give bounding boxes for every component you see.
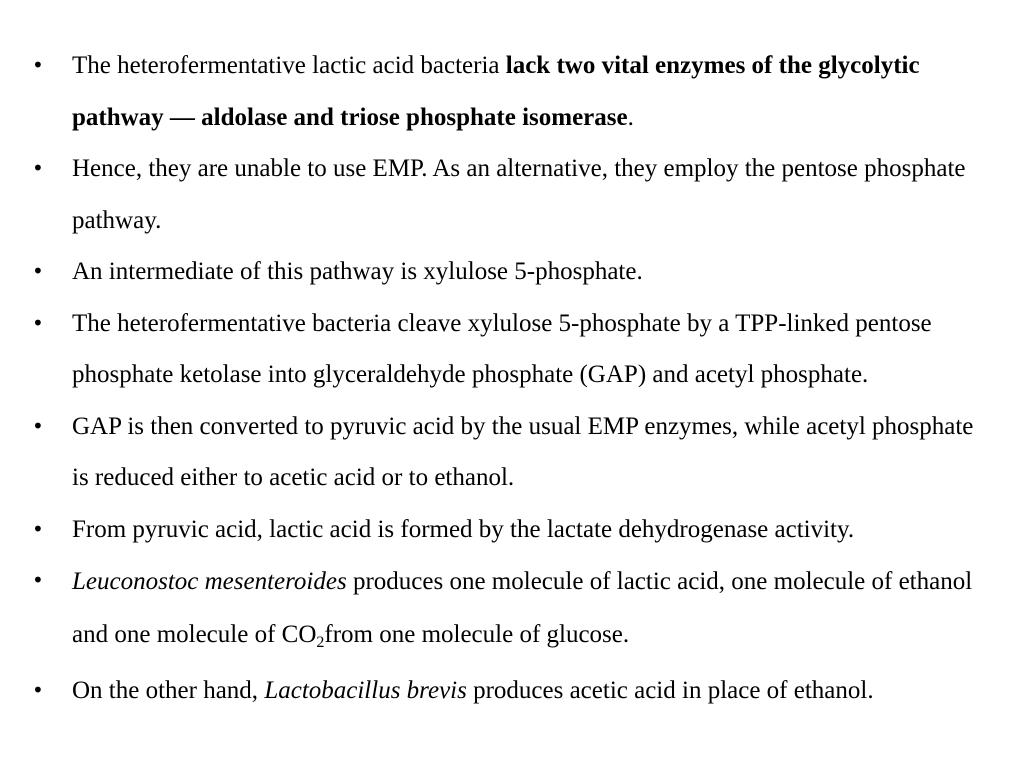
bullet-item: [0, 40, 1024, 143]
bullet-item: [0, 298, 1024, 401]
bullet-item: [0, 555, 1024, 661]
bullet-list: [0, 40, 1024, 717]
bullet-icon: •: [32, 156, 44, 180]
bullet-text-bold: lack two vital enzymes of the glycolytic pathway — aldolase and triose phosphate isomerase: [72, 52, 920, 131]
bullet-icon: •: [32, 568, 44, 592]
bullet-text: Hence, they are unable to use EMP. As an alternative, they employ the pentose phosphate pathway.: [72, 155, 966, 234]
bullet-text: The heterofermentative bacteria cleave xylulose 5-phosphate by a TPP-linked pentose phosphate ketolase into glyceraldehyde phosphate (GAP) and acetyl phosphate.: [72, 309, 932, 388]
bullet-icon: •: [32, 678, 44, 702]
bullet-text: .: [627, 103, 634, 131]
bullet-item: [0, 246, 1024, 298]
bullet-text: The heterofermentative lactic acid bacteria: [72, 52, 506, 79]
bullet-icon: •: [32, 516, 44, 541]
bullet-text: produces one molecule of lactic acid, one molecule of ethanol and one molecule of CO: [72, 568, 973, 648]
bullet-item: [0, 401, 1024, 504]
subscript: 2: [316, 634, 325, 651]
bullet-item: [0, 504, 1024, 556]
species-name: Lactobacillus brevis: [264, 677, 467, 704]
bullet-text: from one molecule of glucose.: [324, 621, 630, 648]
species-name: Leuconostoc mesenteroides: [72, 568, 347, 595]
bullet-item: [0, 665, 1024, 717]
bullet-icon: •: [32, 413, 44, 438]
bullet-text: From pyruvic acid, lactic acid is formed by the lactate dehydrogenase activity.: [72, 515, 855, 543]
bullet-text: produces acetic acid in place of ethanol.: [466, 677, 874, 704]
bullet-icon: •: [32, 53, 44, 77]
bullet-icon: •: [32, 259, 44, 283]
bullet-text: GAP is then converted to pyruvic acid by the usual EMP enzymes, while acetyl phosphate is reduced either to acetic acid or to ethanol.: [72, 412, 974, 491]
bullet-item: [0, 143, 1024, 246]
bullet-text: On the other hand,: [72, 677, 265, 704]
bullet-text: An intermediate of this pathway is xylulose 5-phosphate.: [72, 258, 643, 285]
bullet-icon: •: [32, 310, 44, 335]
